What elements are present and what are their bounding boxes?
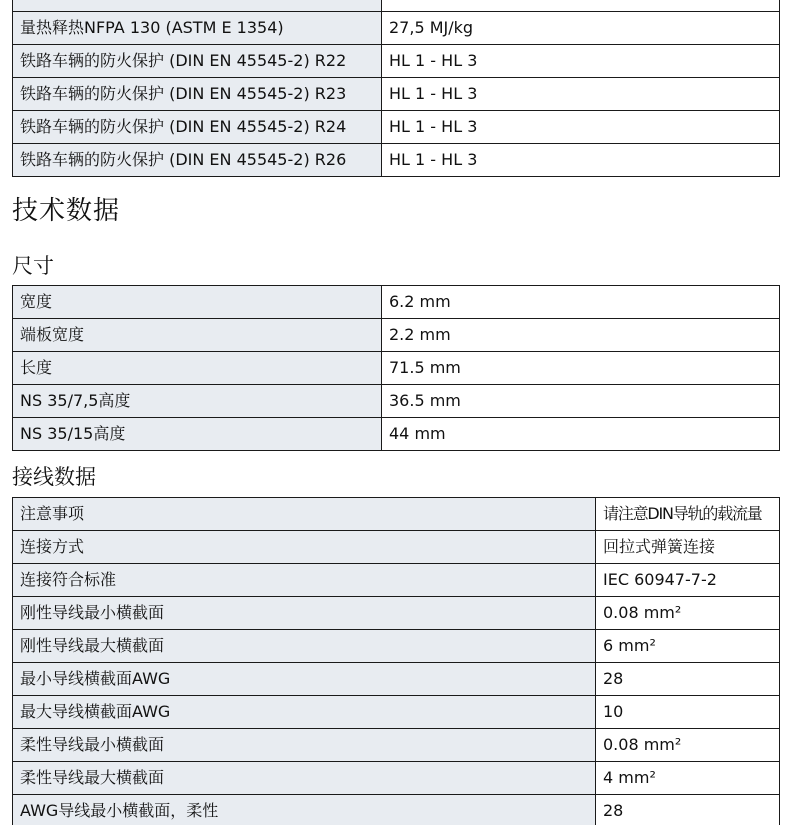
table-row (13, 319, 780, 352)
fire-protection-table (12, 0, 780, 177)
row-label: 刚性导线最小横截面 (13, 597, 596, 630)
row-label: 刚性导线最大横截面 (13, 630, 596, 663)
row-value: 0.08 mm² (596, 597, 780, 630)
table-row (13, 630, 780, 663)
row-label: 量热释热NFPA 130 (ASTM E 1354) (13, 12, 382, 45)
row-label: NS 35/15高度 (13, 418, 382, 451)
connection-data-table (12, 497, 780, 825)
table-row (13, 111, 780, 144)
row-value: 28 (596, 663, 780, 696)
row-value: 6 mm² (596, 630, 780, 663)
table-row (13, 0, 780, 12)
row-label: 最小导线横截面AWG (13, 663, 596, 696)
table-row (13, 795, 780, 825)
row-label: 铁路车辆的防火保护 (DIN EN 45545-2) R23 (13, 78, 382, 111)
row-label: 注意事项 (13, 498, 596, 531)
row-value (382, 0, 780, 12)
row-value: 请注意DIN导轨的载流量 (596, 498, 780, 531)
table-row (13, 531, 780, 564)
row-value: 27,5 MJ/kg (382, 12, 780, 45)
row-value: HL 1 - HL 3 (382, 144, 780, 177)
table-row (13, 663, 780, 696)
table-row (13, 762, 780, 795)
row-label: AWG导线最小横截面，柔性 (13, 795, 596, 825)
row-value: 6.2 mm (382, 286, 780, 319)
table-row (13, 45, 780, 78)
technical-data-heading: 技术数据 (12, 196, 121, 226)
table-row (13, 385, 780, 418)
table-row (13, 564, 780, 597)
connection-data-heading: 接线数据 (12, 465, 96, 489)
table-row (13, 729, 780, 762)
row-label: 铁路车辆的防火保护 (DIN EN 45545-2) R26 (13, 144, 382, 177)
row-value: 44 mm (382, 418, 780, 451)
row-value: 36.5 mm (382, 385, 780, 418)
table-row (13, 597, 780, 630)
row-value: 71.5 mm (382, 352, 780, 385)
row-value: IEC 60947-7-2 (596, 564, 780, 597)
dimensions-table (12, 285, 780, 451)
row-label: 连接符合标准 (13, 564, 596, 597)
row-label: 端板宽度 (13, 319, 382, 352)
row-label: 最大导线横截面AWG (13, 696, 596, 729)
row-label: 长度 (13, 352, 382, 385)
table-row (13, 352, 780, 385)
row-value: HL 1 - HL 3 (382, 45, 780, 78)
row-value: 2.2 mm (382, 319, 780, 352)
row-label: 宽度 (13, 286, 382, 319)
table-row (13, 78, 780, 111)
row-value: 0.08 mm² (596, 729, 780, 762)
table-row (13, 696, 780, 729)
table-row (13, 12, 780, 45)
row-label: 柔性导线最大横截面 (13, 762, 596, 795)
table-row (13, 418, 780, 451)
row-label (13, 0, 382, 12)
row-value: 10 (596, 696, 780, 729)
dimensions-heading: 尺寸 (12, 254, 54, 278)
table-row (13, 498, 780, 531)
row-value: HL 1 - HL 3 (382, 78, 780, 111)
row-value: 4 mm² (596, 762, 780, 795)
table-row (13, 144, 780, 177)
row-value: 回拉式弹簧连接 (596, 531, 780, 564)
row-label: 连接方式 (13, 531, 596, 564)
table-row (13, 286, 780, 319)
row-label: 铁路车辆的防火保护 (DIN EN 45545-2) R24 (13, 111, 382, 144)
row-label: 铁路车辆的防火保护 (DIN EN 45545-2) R22 (13, 45, 382, 78)
row-value: 28 (596, 795, 780, 825)
row-label: NS 35/7,5高度 (13, 385, 382, 418)
row-label: 柔性导线最小横截面 (13, 729, 596, 762)
row-value: HL 1 - HL 3 (382, 111, 780, 144)
